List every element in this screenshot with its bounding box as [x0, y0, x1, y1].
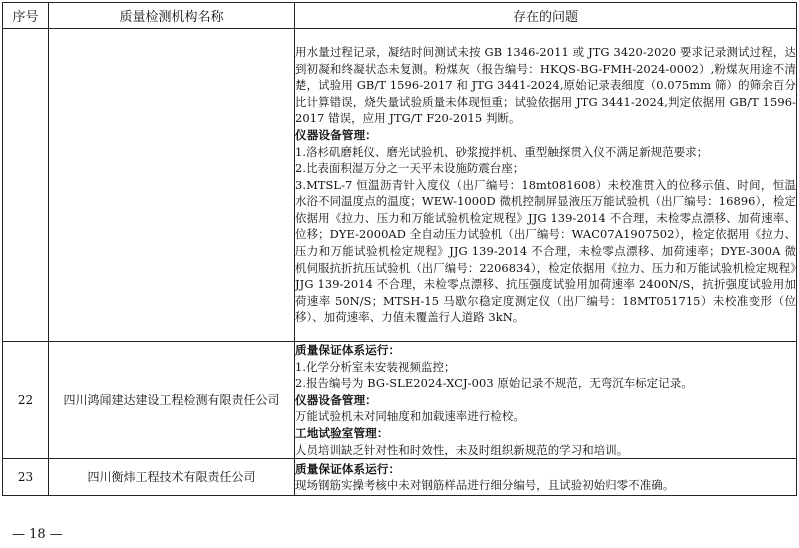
table-row — [3, 459, 797, 496]
row-index — [3, 29, 49, 342]
issue-text: 3.MTSL-7 恒温沥青针入度仪（出厂编号：18mt081608）未校准贯入的位移示值、时间，恒温水浴不同温度点的温度；WEW-1000D 微机控制屏显液压万能试验机（出厂编号：16896），检定依据用《拉力、压力和万能试验机检定规程》JJG 139-2014 不合理，未检零点漂移、加荷速率、位移；DYE-2000AD 全自动压力试验机（出厂编号：WAC07A1907502），检定依据用《拉力、压力和万能试验机检定规程》JJG 139-2014 不合理，未检零点漂移、加荷速率；DYE-300A 微机伺服抗折抗压试验机（出厂编号：2206834），检定依据用《拉力、压力和万能试验机检定规程》JJG 139-2014 不合理，未检零点漂移、抗压强度试验用加荷速率 2400N/S，抗折强度试验用加荷速率 50N/S；MTSH-15 马歇尔稳定度测定仪（出厂编号：18MT051715）未校准变形（位移）、加荷速率、力值未覆盖行人道路 3kN。 — [295, 177, 796, 325]
section-heading: 仪器设备管理： — [295, 127, 377, 142]
section-heading: 质量保证体系运行： — [295, 461, 401, 476]
inspection-issues-table — [2, 2, 797, 496]
issue-text: 2.报告编号为 BG-SLE2024-XCJ-003 原始记录不规范，无弯沉车标定记录。 — [295, 376, 693, 391]
row-issues — [295, 29, 797, 342]
table-header-row — [3, 3, 797, 29]
header-org-name: 质量检测机构名称 — [49, 3, 295, 29]
page-number: — 18 — — [12, 527, 63, 542]
issue-text: 人员培训缺乏针对性和时效性，未及时组织新规范的学习和培训。 — [295, 442, 629, 457]
issue-text: 2.比表面积湿万分之一天平未设施防震台座； — [295, 161, 525, 176]
row-issues — [295, 342, 797, 459]
row-issues — [295, 459, 797, 496]
issue-text: 万能试验机未对同轴度和加载速率进行检校。 — [295, 409, 525, 424]
section-heading: 质量保证体系运行： — [295, 343, 401, 357]
header-index: 序号 — [3, 3, 49, 29]
issue-text: 现场钢筋实操考核中未对钢筋样品进行细分编号，且试验初始归零不准确。 — [295, 478, 675, 493]
section-heading: 仪器设备管理： — [295, 392, 377, 407]
issue-text: 1.洛杉矶磨耗仪、磨光试验机、砂浆搅拌机、重型触探贯入仪不满足新规范要求； — [295, 144, 709, 159]
section-heading: 工地试验室管理： — [295, 425, 389, 440]
issue-text: 1.化学分析室未安装视频监控； — [295, 359, 456, 374]
issue-text: 用水量过程记录，凝结时间测试未按 GB 1346-2011 或 JTG 3420-2020 要求记录测试过程，达到初凝和终凝状态未复测。粉煤灰（报告编号：HKQS-BG-FMH-2024-0002）,粉煤灰用途不清楚，试验用 GB/T 1596-2017 和 JTG 3441-2024,原始记录表细度（0.075mm 筛）的筛余百分比计算错误，烧失量试验质量未体现恒重；试验依据用 JTG 3441-2024,判定依据用 GB/T 1596-2017 错误，应用 JTG/T F20-2015 判断。 — [295, 44, 796, 126]
row-org-name — [49, 29, 295, 342]
row-index: 22 — [3, 342, 49, 459]
table-row — [3, 342, 797, 459]
header-issues: 存在的问题 — [295, 3, 797, 29]
row-org-name: 四川衡炜工程技术有限责任公司 — [49, 459, 295, 496]
row-index: 23 — [3, 459, 49, 496]
table-row — [3, 29, 797, 342]
row-org-name: 四川鸿闻建达建设工程检测有限责任公司 — [49, 342, 295, 459]
